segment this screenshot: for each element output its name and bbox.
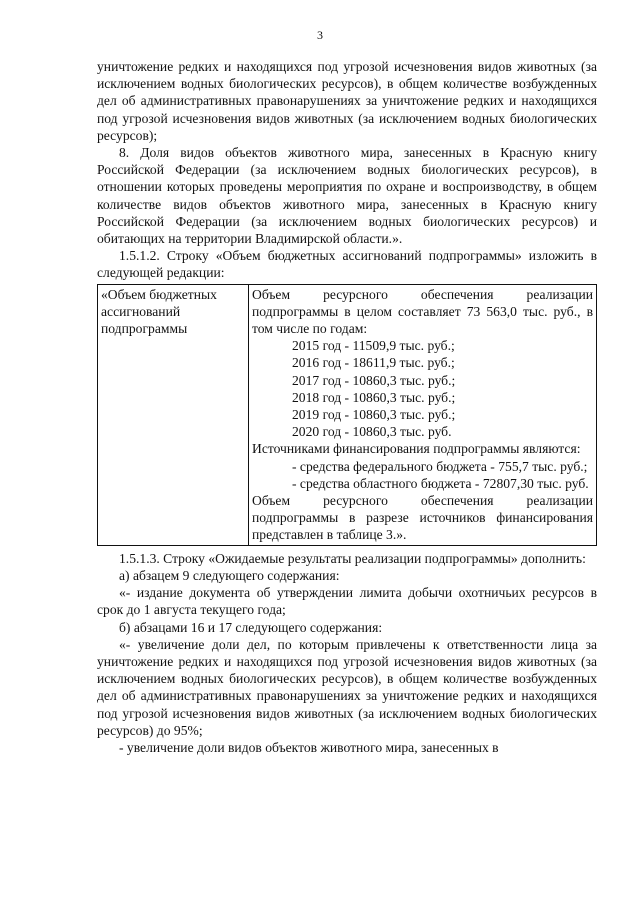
year-line: 2016 год - 18611,9 тыс. руб.; bbox=[292, 355, 455, 371]
paragraph-item-8: 8. Доля видов объектов животного мира, занесенных в Красную книгу Российской Федерации (за исключением водных биологических ресурсов), в отношении которых проведены мероприятия по охране и воспроизводству, в общем количестве видов объектов животного мира, занесенных в Красную книгу Российской Федерации (за исключением водных биологических ресурсов) и обитающих на территории Владимирской области.». bbox=[97, 145, 597, 247]
budget-table bbox=[97, 284, 597, 546]
paragraph-continuation: уничтожение редких и находящихся под угрозой исчезновения видов животных (за исключением водных биологических ресурсов), в общем количестве возбужденных дел об административных правонарушениях за уничтожение редких и находящихся под угрозой исчезновения видов животных (за исключением водных биологических ресурсов); bbox=[97, 59, 597, 143]
table-row bbox=[98, 284, 597, 545]
paragraph-1-5-1-3: 1.5.1.3. Строку «Ожидаемые результаты реализации подпрограммы» дополнить: bbox=[119, 550, 586, 566]
table-value-cell bbox=[249, 284, 597, 545]
table-closing: Объем ресурсного обеспечения реализации подпрограммы в разрезе источников финансирования представлен в таблице 3.». bbox=[252, 493, 593, 543]
year-line: 2020 год - 10860,3 тыс. руб. bbox=[292, 424, 452, 440]
table-label-cell: «Объем бюджетных ассигнований подпрограммы bbox=[98, 284, 249, 545]
year-line: 2015 год - 11509,9 тыс. руб.; bbox=[292, 338, 455, 354]
subitem-b-text-1: «- увеличение доли дел, по которым привлечены к ответственности лица за уничтожение редких и находящихся под угрозой исчезновения видов животных (за исключением водных биологических ресурсов), в общем количестве возбужденных дел об административных правонарушениях за уничтожение редких и находящихся под угрозой исчезновения видов животных (за исключением водных биологических ресурсов) до 95%; bbox=[97, 636, 597, 738]
subitem-a: а) абзацем 9 следующего содержания: bbox=[119, 567, 340, 583]
subitem-b-text-2: - увеличение доли видов объектов животного мира, занесенных в bbox=[119, 739, 499, 755]
document-body bbox=[97, 58, 597, 756]
page-number: 3 bbox=[317, 28, 323, 42]
year-line: 2019 год - 10860,3 тыс. руб.; bbox=[292, 407, 456, 423]
year-line: 2018 год - 10860,3 тыс. руб.; bbox=[292, 389, 456, 405]
source-federal: - средства федерального бюджета - 755,7 тыс. руб.; bbox=[292, 458, 588, 474]
subitem-b: б) абзацами 16 и 17 следующего содержания: bbox=[119, 619, 383, 635]
table-intro: Объем ресурсного обеспечения реализации подпрограммы в целом составляет 73 563,0 тыс. руб., в том числе по годам: bbox=[252, 286, 593, 337]
year-line: 2017 год - 10860,3 тыс. руб.; bbox=[292, 372, 456, 388]
source-regional: - средства областного бюджета - 72807,30 тыс. руб. bbox=[292, 475, 589, 491]
subitem-a-text: «- издание документа об утверждении лимита добычи охотничьих ресурсов в срок до 1 августа текущего года; bbox=[97, 585, 597, 618]
sources-title: Источниками финансирования подпрограммы являются: bbox=[252, 441, 581, 457]
paragraph-1-5-1-2: 1.5.1.2. Строку «Объем бюджетных ассигнований подпрограммы» изложить в следующей редакции: bbox=[97, 248, 597, 281]
